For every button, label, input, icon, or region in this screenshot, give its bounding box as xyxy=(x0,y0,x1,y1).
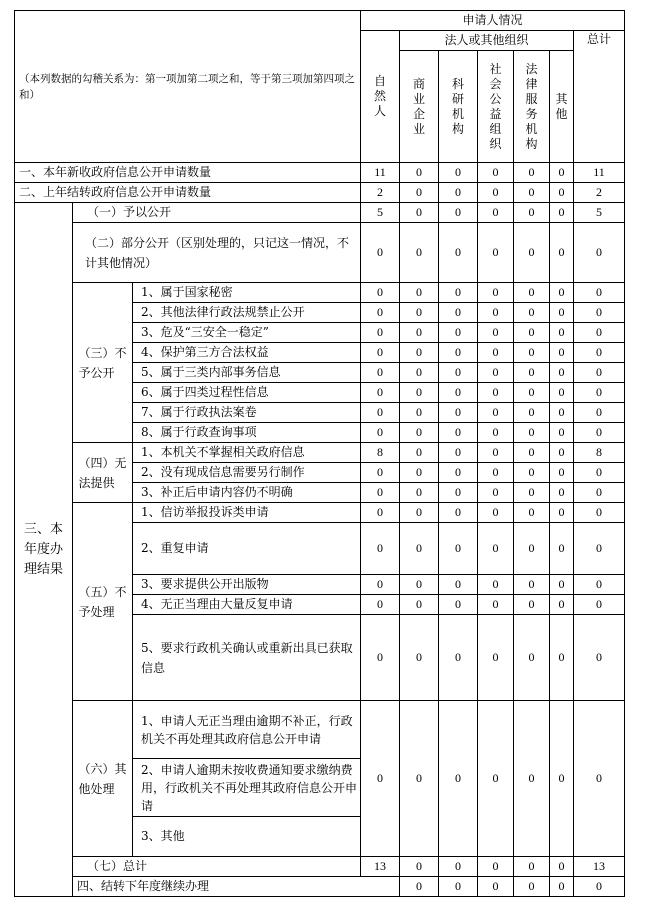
table-row xyxy=(15,857,625,877)
cell-value: 0 xyxy=(400,383,439,403)
commercial-label: 商 业 企 业 xyxy=(412,76,425,136)
cell-value: 0 xyxy=(400,615,439,701)
cell-value: 0 xyxy=(400,483,439,503)
cell-value: 0 xyxy=(439,303,478,323)
cell-value: 0 xyxy=(439,223,478,283)
cell-value: 0 xyxy=(439,403,478,423)
cell-value: 0 xyxy=(478,423,514,443)
cell-value: 0 xyxy=(439,423,478,443)
cell-value: 13 xyxy=(574,857,625,877)
table-note: （本列数据的勾稽关系为：第一项加第二项之和，等于第三项加第四项之和） xyxy=(15,11,361,163)
cell-value: 13 xyxy=(361,857,400,877)
row-label: 3、危及“三安全一稳定” xyxy=(133,323,361,343)
cell-value: 0 xyxy=(400,323,439,343)
cell-value: 0 xyxy=(550,701,574,857)
cell-value: 0 xyxy=(550,523,574,575)
cell-value: 2 xyxy=(574,183,625,203)
cell-value: 0 xyxy=(574,403,625,423)
row-label: 4、无正当理由大量反复申请 xyxy=(133,595,361,615)
cell-value: 0 xyxy=(550,363,574,383)
cell-value: 0 xyxy=(478,323,514,343)
cell-value: 0 xyxy=(439,163,478,183)
table-row xyxy=(15,223,625,283)
cell-value: 0 xyxy=(478,575,514,595)
cell-value: 0 xyxy=(550,203,574,223)
cell-value: 0 xyxy=(439,383,478,403)
table-row xyxy=(15,203,625,223)
cell-value: 0 xyxy=(514,877,550,897)
table-row xyxy=(15,503,625,523)
section-result-text: 三、本 年度办 理结果 xyxy=(23,521,63,577)
cell-value: 0 xyxy=(550,877,574,897)
row-label: 1、属于国家秘密 xyxy=(133,283,361,303)
cell-value: 0 xyxy=(439,523,478,575)
cell-value: 0 xyxy=(574,343,625,363)
row-label: 二、上年结转政府信息公开申请数量 xyxy=(15,183,361,203)
not-processed-text: （五）不 予处理 xyxy=(78,584,127,619)
row-label: 3、补正后申请内容仍不明确 xyxy=(133,483,361,503)
applicant-situation-header: 申请人情况 xyxy=(361,11,625,31)
cell-value: 5 xyxy=(361,203,400,223)
cell-value: 0 xyxy=(478,857,514,877)
cell-value: 0 xyxy=(514,701,550,857)
row-label: 2、重复申请 xyxy=(133,523,361,575)
row-label: 6、属于四类过程性信息 xyxy=(133,383,361,403)
cell-value: 0 xyxy=(400,595,439,615)
other-handling-label xyxy=(73,701,133,857)
cell-value: 0 xyxy=(361,283,400,303)
cell-value: 0 xyxy=(361,483,400,503)
table-row xyxy=(15,443,625,463)
cell-value: 0 xyxy=(514,323,550,343)
cell-value: 0 xyxy=(574,463,625,483)
other-header xyxy=(550,51,574,163)
cell-value: 0 xyxy=(361,615,400,701)
cell-value: 5 xyxy=(574,203,625,223)
row-label: 1、信访举报投诉类申请 xyxy=(133,503,361,523)
cell-value: 0 xyxy=(361,503,400,523)
legal-service-header xyxy=(514,51,550,163)
cell-value: 0 xyxy=(400,443,439,463)
cell-value: 0 xyxy=(514,857,550,877)
table-row xyxy=(15,183,625,203)
row-label: 3、要求提供公开出版物 xyxy=(133,575,361,595)
cell-value: 0 xyxy=(514,203,550,223)
cell-value: 0 xyxy=(361,363,400,383)
cell-value: 0 xyxy=(514,443,550,463)
cell-value: 0 xyxy=(574,223,625,283)
cell-value: 0 xyxy=(550,303,574,323)
row-label: 1、申请人无正当理由逾期不补正，行政机关不再处理其政府信息公开申请 xyxy=(133,701,361,759)
cell-value: 0 xyxy=(514,223,550,283)
cell-value: 0 xyxy=(550,223,574,283)
row-label: 3、其他 xyxy=(133,817,361,857)
cell-value: 0 xyxy=(478,877,514,897)
cell-value: 0 xyxy=(550,323,574,343)
cell-value: 0 xyxy=(550,383,574,403)
cell-value: 8 xyxy=(361,443,400,463)
cell-value: 0 xyxy=(400,343,439,363)
table-row xyxy=(15,163,625,183)
cannot-provide-label xyxy=(73,443,133,503)
research-header xyxy=(439,51,478,163)
cell-value: 0 xyxy=(478,343,514,363)
cell-value: 0 xyxy=(514,615,550,701)
cell-value: 0 xyxy=(361,343,400,363)
cell-value: 0 xyxy=(361,223,400,283)
cell-value: 11 xyxy=(361,163,400,183)
cell-value: 0 xyxy=(574,303,625,323)
cell-value: 0 xyxy=(574,323,625,343)
row-label: 2、其他法律行政法规禁止公开 xyxy=(133,303,361,323)
table-row xyxy=(15,701,625,759)
cell-value: 0 xyxy=(361,323,400,343)
cell-value: 0 xyxy=(514,423,550,443)
cell-value: 0 xyxy=(478,183,514,203)
cell-value: 0 xyxy=(361,523,400,575)
other-handling-text: （六）其 他处理 xyxy=(78,761,127,796)
cell-value: 0 xyxy=(478,483,514,503)
cell-value: 0 xyxy=(550,343,574,363)
cell-value: 0 xyxy=(478,523,514,575)
cell-value: 0 xyxy=(550,857,574,877)
cell-value: 0 xyxy=(361,303,400,323)
cell-value: 0 xyxy=(400,183,439,203)
row-label: 8、属于行政查询事项 xyxy=(133,423,361,443)
cell-value: 0 xyxy=(478,363,514,383)
cell-value: 0 xyxy=(478,403,514,423)
cell-value: 0 xyxy=(400,283,439,303)
cell-value: 0 xyxy=(400,163,439,183)
table-row xyxy=(15,283,625,303)
cell-value: 0 xyxy=(478,595,514,615)
cell-value: 0 xyxy=(478,503,514,523)
cell-value: 0 xyxy=(400,203,439,223)
cell-value: 8 xyxy=(574,443,625,463)
cell-value: 0 xyxy=(439,483,478,503)
gov-info-disclosure-table xyxy=(14,10,625,897)
cell-value: 0 xyxy=(550,463,574,483)
cell-value: 0 xyxy=(574,283,625,303)
row-label: （二）部分公开（区别处理的，只记这一情况，不计其他情况） xyxy=(73,223,361,283)
row-label: 2、没有现成信息需要另行制作 xyxy=(133,463,361,483)
cell-value: 0 xyxy=(361,383,400,403)
cell-value: 0 xyxy=(361,595,400,615)
cell-value: 0 xyxy=(514,303,550,323)
cell-value: 0 xyxy=(550,575,574,595)
cell-value: 0 xyxy=(400,701,439,857)
no-public-label xyxy=(73,283,133,443)
cell-value: 0 xyxy=(550,595,574,615)
cell-value: 0 xyxy=(574,363,625,383)
row-label: 四、结转下年度继续办理 xyxy=(73,877,400,897)
cell-value: 0 xyxy=(400,223,439,283)
cell-value: 0 xyxy=(400,877,439,897)
cell-value: 0 xyxy=(400,423,439,443)
row-label: 5、要求行政机关确认或重新出具已获取信息 xyxy=(133,615,361,701)
cell-value: 0 xyxy=(361,575,400,595)
cell-value: 0 xyxy=(478,283,514,303)
row-label: 1、本机关不掌握相关政府信息 xyxy=(133,443,361,463)
cell-value: 0 xyxy=(514,183,550,203)
cell-value: 0 xyxy=(361,701,400,857)
cell-value: 0 xyxy=(514,575,550,595)
cell-value: 0 xyxy=(439,503,478,523)
cell-value: 0 xyxy=(574,523,625,575)
cell-value: 0 xyxy=(478,223,514,283)
natural-person-header xyxy=(361,31,400,163)
social-welfare-header xyxy=(478,51,514,163)
cell-value: 0 xyxy=(514,343,550,363)
cell-value: 0 xyxy=(400,303,439,323)
research-label: 科 研 机 构 xyxy=(451,76,464,136)
cell-value: 0 xyxy=(361,463,400,483)
row-label: （一）予以公开 xyxy=(73,203,361,223)
total-header: 总计 xyxy=(574,31,625,163)
cell-value: 0 xyxy=(361,403,400,423)
cell-value: 0 xyxy=(514,383,550,403)
cell-value: 0 xyxy=(478,463,514,483)
cell-value: 0 xyxy=(439,343,478,363)
legal-service-label: 法 律 服 务 机 构 xyxy=(525,61,538,151)
cell-value: 0 xyxy=(400,403,439,423)
cell-value: 0 xyxy=(478,615,514,701)
commercial-header xyxy=(400,51,439,163)
no-public-text: （三）不 予公开 xyxy=(78,345,127,380)
cell-value: 0 xyxy=(439,615,478,701)
cell-value: 0 xyxy=(478,203,514,223)
not-processed-label xyxy=(73,503,133,701)
cell-value: 0 xyxy=(550,183,574,203)
cell-value: 0 xyxy=(439,877,478,897)
cell-value: 0 xyxy=(439,283,478,303)
cell-value: 0 xyxy=(400,363,439,383)
social-welfare-label: 社 会 公 益 组 织 xyxy=(489,61,502,151)
cell-value: 0 xyxy=(574,595,625,615)
cell-value: 0 xyxy=(439,363,478,383)
cell-value: 0 xyxy=(400,503,439,523)
cell-value: 0 xyxy=(400,575,439,595)
cell-value: 0 xyxy=(439,323,478,343)
cell-value: 0 xyxy=(478,163,514,183)
cell-value: 0 xyxy=(514,483,550,503)
cell-value: 0 xyxy=(514,403,550,423)
cell-value: 0 xyxy=(514,595,550,615)
cell-value: 0 xyxy=(439,701,478,857)
cell-value: 0 xyxy=(550,483,574,503)
cell-value: 0 xyxy=(550,423,574,443)
cell-value: 0 xyxy=(478,383,514,403)
cell-value: 0 xyxy=(574,503,625,523)
cell-value: 11 xyxy=(574,163,625,183)
cell-value: 0 xyxy=(550,163,574,183)
cell-value: 0 xyxy=(400,857,439,877)
cell-value: 0 xyxy=(514,523,550,575)
cell-value: 0 xyxy=(574,615,625,701)
cell-value: 0 xyxy=(574,701,625,857)
row-label: 一、本年新收政府信息公开申请数量 xyxy=(15,163,361,183)
cell-value: 0 xyxy=(439,575,478,595)
natural-person-label: 自 然 人 xyxy=(373,74,386,118)
cell-value: 0 xyxy=(550,615,574,701)
cell-value: 0 xyxy=(439,183,478,203)
cell-value: 0 xyxy=(574,575,625,595)
row-label: 7、属于行政执法案卷 xyxy=(133,403,361,423)
cell-value: 0 xyxy=(574,877,625,897)
cell-value: 0 xyxy=(439,595,478,615)
cell-value: 0 xyxy=(361,423,400,443)
cell-value: 0 xyxy=(439,203,478,223)
cell-value: 0 xyxy=(439,443,478,463)
row-label: （七）总计 xyxy=(73,857,361,877)
cell-value: 0 xyxy=(514,463,550,483)
cell-value: 0 xyxy=(550,503,574,523)
cell-value: 0 xyxy=(478,701,514,857)
cell-value: 0 xyxy=(514,283,550,303)
legal-org-header: 法人或其他组织 xyxy=(400,31,574,51)
cell-value: 0 xyxy=(439,463,478,483)
cell-value: 0 xyxy=(514,163,550,183)
cell-value: 0 xyxy=(574,423,625,443)
row-label: 5、属于三类内部事务信息 xyxy=(133,363,361,383)
cell-value: 0 xyxy=(478,303,514,323)
row-label: 2、申请人逾期未按收费通知要求缴纳费用，行政机关不再处理其政府信息公开申请 xyxy=(133,759,361,817)
other-label: 其 他 xyxy=(555,91,568,121)
cannot-provide-text: （四）无 法提供 xyxy=(78,455,127,490)
cell-value: 0 xyxy=(550,443,574,463)
table-row xyxy=(15,877,625,897)
cell-value: 0 xyxy=(400,523,439,575)
cell-value: 0 xyxy=(514,503,550,523)
cell-value: 0 xyxy=(478,443,514,463)
row-label: 4、保护第三方合法权益 xyxy=(133,343,361,363)
cell-value: 0 xyxy=(439,857,478,877)
cell-value: 2 xyxy=(361,183,400,203)
cell-value: 0 xyxy=(574,483,625,503)
cell-value: 0 xyxy=(574,383,625,403)
cell-value: 0 xyxy=(550,283,574,303)
cell-value: 0 xyxy=(400,463,439,483)
cell-value: 0 xyxy=(550,403,574,423)
section-result-label xyxy=(15,203,73,897)
cell-value: 0 xyxy=(514,363,550,383)
